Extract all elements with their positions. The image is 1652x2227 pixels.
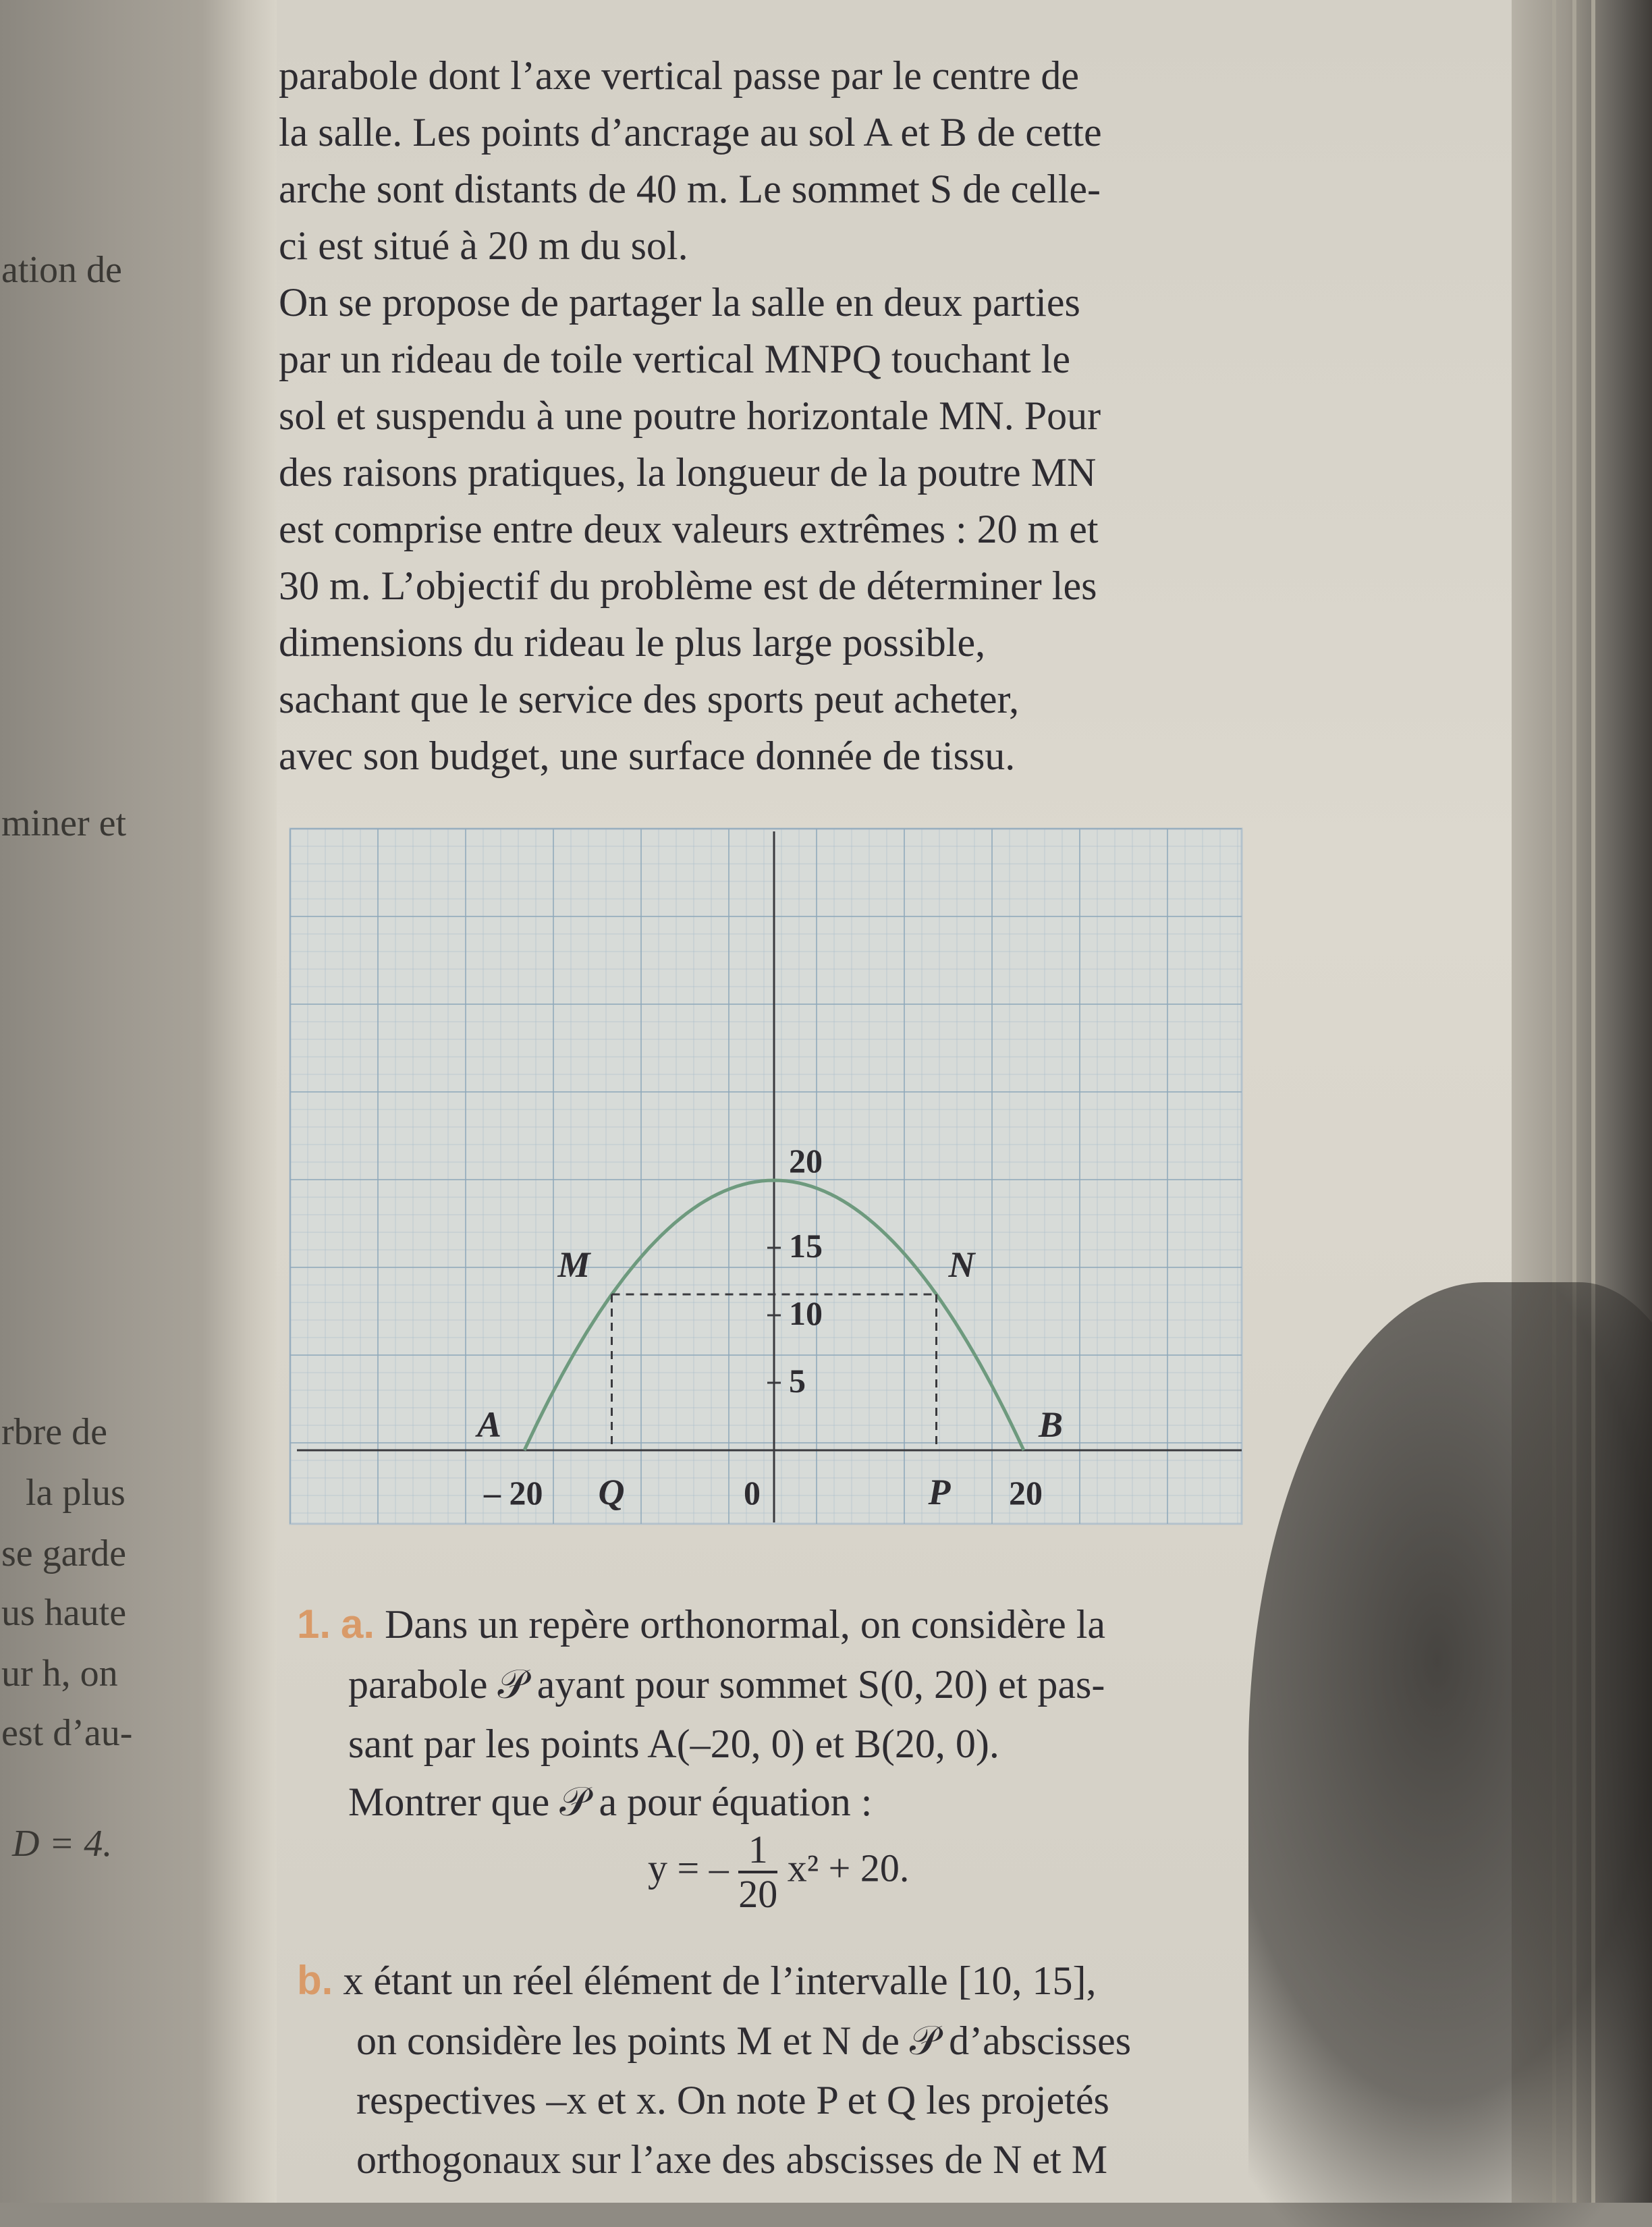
question-1b-line: on considère les points M et N de 𝒫 d’abscisses: [356, 2018, 1131, 2064]
left-fragment: ation de: [1, 248, 122, 292]
left-fragment: se garde: [1, 1532, 126, 1575]
point-label-P: P: [928, 1472, 952, 1512]
intro-line: par un rideau de toile vertical MNPQ touchant le: [279, 331, 1250, 387]
point-label-Q: Q: [599, 1472, 625, 1512]
left-fragment: us haute: [1, 1591, 126, 1634]
intro-line: est comprise entre deux valeurs extrêmes : 20 m et: [279, 501, 1250, 557]
point-label-A: A: [475, 1404, 501, 1445]
point-label-M: M: [557, 1244, 592, 1285]
intro-line: des raisons pratiques, la longueur de la poutre MN: [279, 444, 1250, 501]
intro-line: dimensions du rideau le plus large possible,: [279, 614, 1250, 671]
parabola-equation: [648, 1829, 909, 1915]
question-letter-a: a.: [341, 1601, 375, 1647]
intro-line: 30 m. L’objectif du problème est de déterminer les: [279, 557, 1250, 614]
point-label-N: N: [948, 1244, 976, 1285]
equation-rhs: x² + 20.: [788, 1846, 910, 1890]
question-1a-line: sant par les points A(–20, 0) et B(20, 0).: [348, 1721, 999, 1767]
left-fragment: ur h, on: [1, 1652, 118, 1695]
y-tick-label: 15: [789, 1227, 823, 1265]
question-letter-b: b.: [297, 1958, 333, 2003]
grid-background: [290, 829, 1242, 1524]
question-1b-line: respectives –x et x. On note P et Q les projetés: [356, 2077, 1109, 2124]
intro-paragraph: [279, 47, 1250, 784]
question-1a-line: [297, 1601, 1105, 1648]
y-tick-label: 10: [789, 1294, 823, 1332]
point-label-B: B: [1038, 1404, 1063, 1445]
left-fragment: rbre de: [1, 1410, 107, 1454]
x-tick-label: 0: [744, 1474, 761, 1512]
equation-fraction: [738, 1829, 777, 1915]
intro-line: parabole dont l’axe vertical passe par le centre de: [279, 47, 1250, 104]
intro-line: avec son budget, une surface donnée de tissu.: [279, 727, 1250, 784]
left-fragment: miner et: [1, 802, 126, 845]
question-1a-line: Montrer que 𝒫 a pour équation :: [348, 1779, 872, 1825]
x-tick-label: 20: [1009, 1474, 1043, 1512]
left-fragment: est d’au-: [1, 1711, 132, 1755]
book-gutter: [202, 0, 277, 2203]
fraction-denominator: 20: [738, 1873, 777, 1915]
intro-line: arche sont distants de 40 m. Le sommet S de celle-: [279, 161, 1250, 217]
y-tick-label: 20: [789, 1142, 823, 1180]
question-1a-line: parabole 𝒫 ayant pour sommet S(0, 20) et pas-: [348, 1661, 1105, 1708]
question-1b-line: [297, 1957, 1097, 2004]
question-1b-line: orthogonaux sur l’axe des abscisses de N et M: [356, 2137, 1107, 2183]
left-fragment: D = 4.: [12, 1822, 112, 1865]
intro-line: sachant que le service des sports peut acheter,: [279, 671, 1250, 727]
x-tick-label: – 20: [483, 1474, 543, 1512]
parabola-figure: [277, 823, 1248, 1525]
intro-line: On se propose de partager la salle en deux parties: [279, 274, 1250, 331]
left-page: [0, 0, 202, 2203]
intro-line: ci est situé à 20 m du sol.: [279, 217, 1250, 274]
question-text: x étant un réel élément de l’intervalle [10, 15],: [343, 1958, 1096, 2003]
y-tick-label: 5: [789, 1362, 806, 1400]
question-text: Dans un repère orthonormal, on considère la: [385, 1602, 1105, 1647]
parabola-chart: [277, 823, 1248, 1525]
question-number: 1.: [297, 1601, 331, 1647]
intro-line: la salle. Les points d’ancrage au sol A et B de cette: [279, 104, 1250, 161]
left-fragment: la plus: [26, 1471, 126, 1514]
equation-lhs: y = –: [648, 1846, 729, 1890]
intro-line: sol et suspendu à une poutre horizontale MN. Pour: [279, 387, 1250, 444]
fraction-numerator: 1: [738, 1829, 777, 1873]
